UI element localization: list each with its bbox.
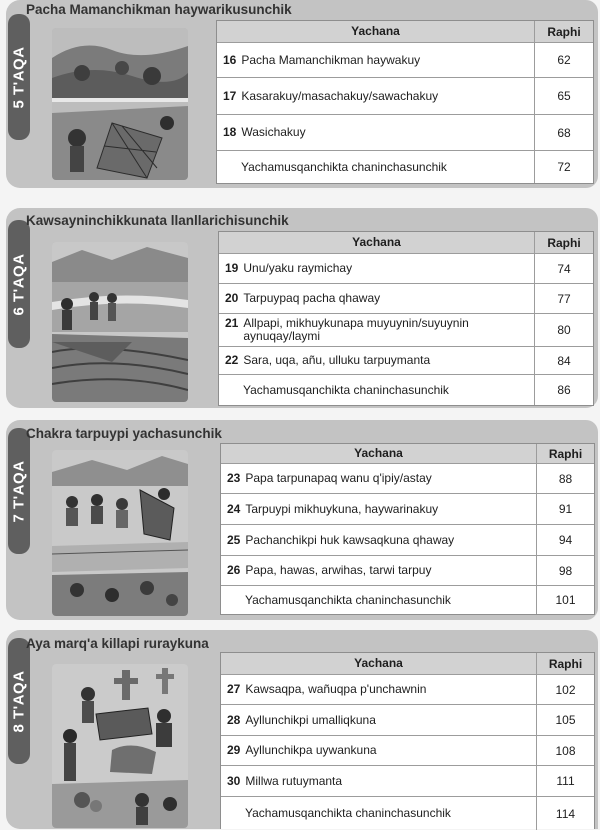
unit-8-section <box>6 630 598 829</box>
review-title: Yachamusqanchikta chaninchasunchik <box>241 159 447 174</box>
review-title: Yachamusqanchikta chaninchasunchik <box>243 382 449 397</box>
header-page: Raphi <box>547 235 581 250</box>
lesson-title: Papa, hawas, arwihas, tarwi tarpuy <box>245 563 432 577</box>
unit-6-lesson-table <box>218 231 594 406</box>
table-row[interactable] <box>219 375 593 405</box>
lesson-page: 65 <box>557 89 571 103</box>
lesson-title: Millwa rutuymanta <box>245 773 343 788</box>
lesson-number: 20 <box>225 291 239 305</box>
unit-7-tab-label: 7 T'AQA <box>10 459 28 523</box>
unit-7-illustration <box>52 450 188 616</box>
lesson-number: 18 <box>223 125 237 139</box>
lesson-page: 91 <box>558 502 573 516</box>
lesson-page: 105 <box>555 713 576 727</box>
unit-6-tab-label: 6 T'AQA <box>10 252 28 316</box>
lesson-page: 68 <box>557 125 571 140</box>
lesson-page: 72 <box>557 160 571 174</box>
lesson-number: 27 <box>227 682 241 696</box>
unit-7-title: Chakra tarpuypi yachasunchik <box>26 426 222 441</box>
lesson-number: 22 <box>225 353 239 367</box>
lesson-number: 26 <box>227 563 241 577</box>
table-row[interactable] <box>217 151 593 183</box>
lesson-number: 25 <box>227 532 241 547</box>
lesson-title: Sara, uqa, añu, ulluku tarpuymanta <box>243 353 431 367</box>
lesson-title: Ayllunchikpi umalliqkuna <box>245 712 376 727</box>
table-row[interactable] <box>219 347 593 375</box>
lesson-page: 108 <box>555 743 576 758</box>
unit-7-tab[interactable] <box>8 428 30 554</box>
unit-5-title: Pacha Mamanchikman haywarikusunchik <box>26 2 292 17</box>
unit-5-lesson-table <box>216 20 594 184</box>
table-row[interactable] <box>219 314 593 347</box>
table-row[interactable] <box>221 525 594 556</box>
lesson-page: 111 <box>556 774 575 788</box>
lesson-title: Wasichakuy <box>241 125 306 139</box>
lesson-page: 102 <box>555 682 576 697</box>
table-header <box>219 232 593 254</box>
lesson-title: Unu/yaku raymichay <box>243 261 353 275</box>
table-header <box>221 653 594 675</box>
table-row[interactable] <box>221 736 594 766</box>
lesson-title: Kasarakuy/masachakuy/sawachakuy <box>241 88 439 103</box>
table-row[interactable] <box>221 675 594 705</box>
unit-5-section <box>6 0 598 188</box>
lesson-page: 98 <box>558 563 573 578</box>
table-row[interactable] <box>221 797 594 830</box>
lesson-page: 88 <box>558 471 573 486</box>
unit-6-tab[interactable] <box>8 220 30 348</box>
lesson-title: Papa tarpunapaq wanu q'ipiy/astay <box>245 471 432 485</box>
unit-5-illustration <box>52 28 188 180</box>
lesson-title: Allpapi, mikhuykunapa muyuynin/suyuynin aynuqay/laymi <box>243 316 469 343</box>
header-lesson: Yachana <box>219 232 535 253</box>
table-row[interactable] <box>219 254 593 284</box>
review-title: Yachamusqanchikta chaninchasunchik <box>245 806 451 820</box>
table-row[interactable] <box>221 494 594 525</box>
lesson-number: 24 <box>227 501 241 516</box>
table-row[interactable] <box>221 556 594 586</box>
lesson-number: 16 <box>223 52 237 67</box>
unit-8-tab[interactable] <box>8 638 30 764</box>
lesson-page: 101 <box>555 593 576 607</box>
unit-8-illustration <box>52 664 188 828</box>
unit-7-section <box>6 420 598 620</box>
header-page: Raphi <box>548 446 583 461</box>
unit-5-tab-label: 5 T'AQA <box>10 45 28 109</box>
unit-6-illustration <box>52 242 188 402</box>
header-page: Raphi <box>547 24 581 39</box>
lesson-number: 19 <box>225 261 239 275</box>
lesson-number: 17 <box>223 88 237 103</box>
lesson-number: 30 <box>227 773 241 788</box>
unit-6-section <box>6 208 598 408</box>
unit-8-title: Aya marq'a killapi ruraykuna <box>26 636 209 651</box>
lesson-title: Tarpuypi mikhuykuna, haywarinakuy <box>245 501 439 516</box>
lesson-title: Tarpuypaq pacha qhaway <box>243 291 381 305</box>
lesson-page: 114 <box>555 806 576 821</box>
lesson-number: 29 <box>227 743 241 757</box>
table-row[interactable] <box>221 705 594 736</box>
review-title: Yachamusqanchikta chaninchasunchik <box>245 592 451 607</box>
unit-5-tab[interactable] <box>8 14 30 140</box>
lesson-title: Kawsaqpa, wañuqpa p'unchawnin <box>245 682 427 696</box>
lesson-page: 62 <box>557 53 571 67</box>
lesson-page: 80 <box>557 323 571 337</box>
table-row[interactable] <box>221 766 594 797</box>
table-header <box>221 444 594 464</box>
table-row[interactable] <box>221 586 594 614</box>
lesson-number: 23 <box>227 471 241 485</box>
unit-7-lesson-table <box>220 443 595 615</box>
header-lesson: Yachana <box>217 21 535 42</box>
table-row[interactable] <box>221 464 594 494</box>
lesson-title: Pacha Mamanchikman haywakuy <box>241 52 421 67</box>
lesson-title: Ayllunchikpa uywankuna <box>245 743 377 757</box>
unit-8-tab-label: 8 T'AQA <box>10 669 28 733</box>
lesson-number: 21 <box>225 316 239 330</box>
table-row[interactable] <box>217 78 593 115</box>
lesson-title: Pachanchikpi huk kawsaqkuna qhaway <box>245 532 455 547</box>
header-lesson: Yachana <box>221 653 537 674</box>
lesson-page: 94 <box>558 533 573 547</box>
table-row[interactable] <box>217 115 593 151</box>
lesson-page: 77 <box>557 291 571 306</box>
lesson-number: 28 <box>227 712 241 727</box>
table-header <box>217 21 593 43</box>
lesson-page: 86 <box>557 383 571 397</box>
unit-6-title: Kawsayninchikkunata llanllarichisunchik <box>26 213 289 228</box>
header-lesson: Yachana <box>221 444 537 463</box>
unit-8-lesson-table <box>220 652 595 829</box>
table-row[interactable] <box>217 43 593 78</box>
lesson-page: 84 <box>557 353 571 368</box>
header-page: Raphi <box>548 656 583 671</box>
table-row[interactable] <box>219 284 593 314</box>
lesson-page: 74 <box>557 261 571 276</box>
